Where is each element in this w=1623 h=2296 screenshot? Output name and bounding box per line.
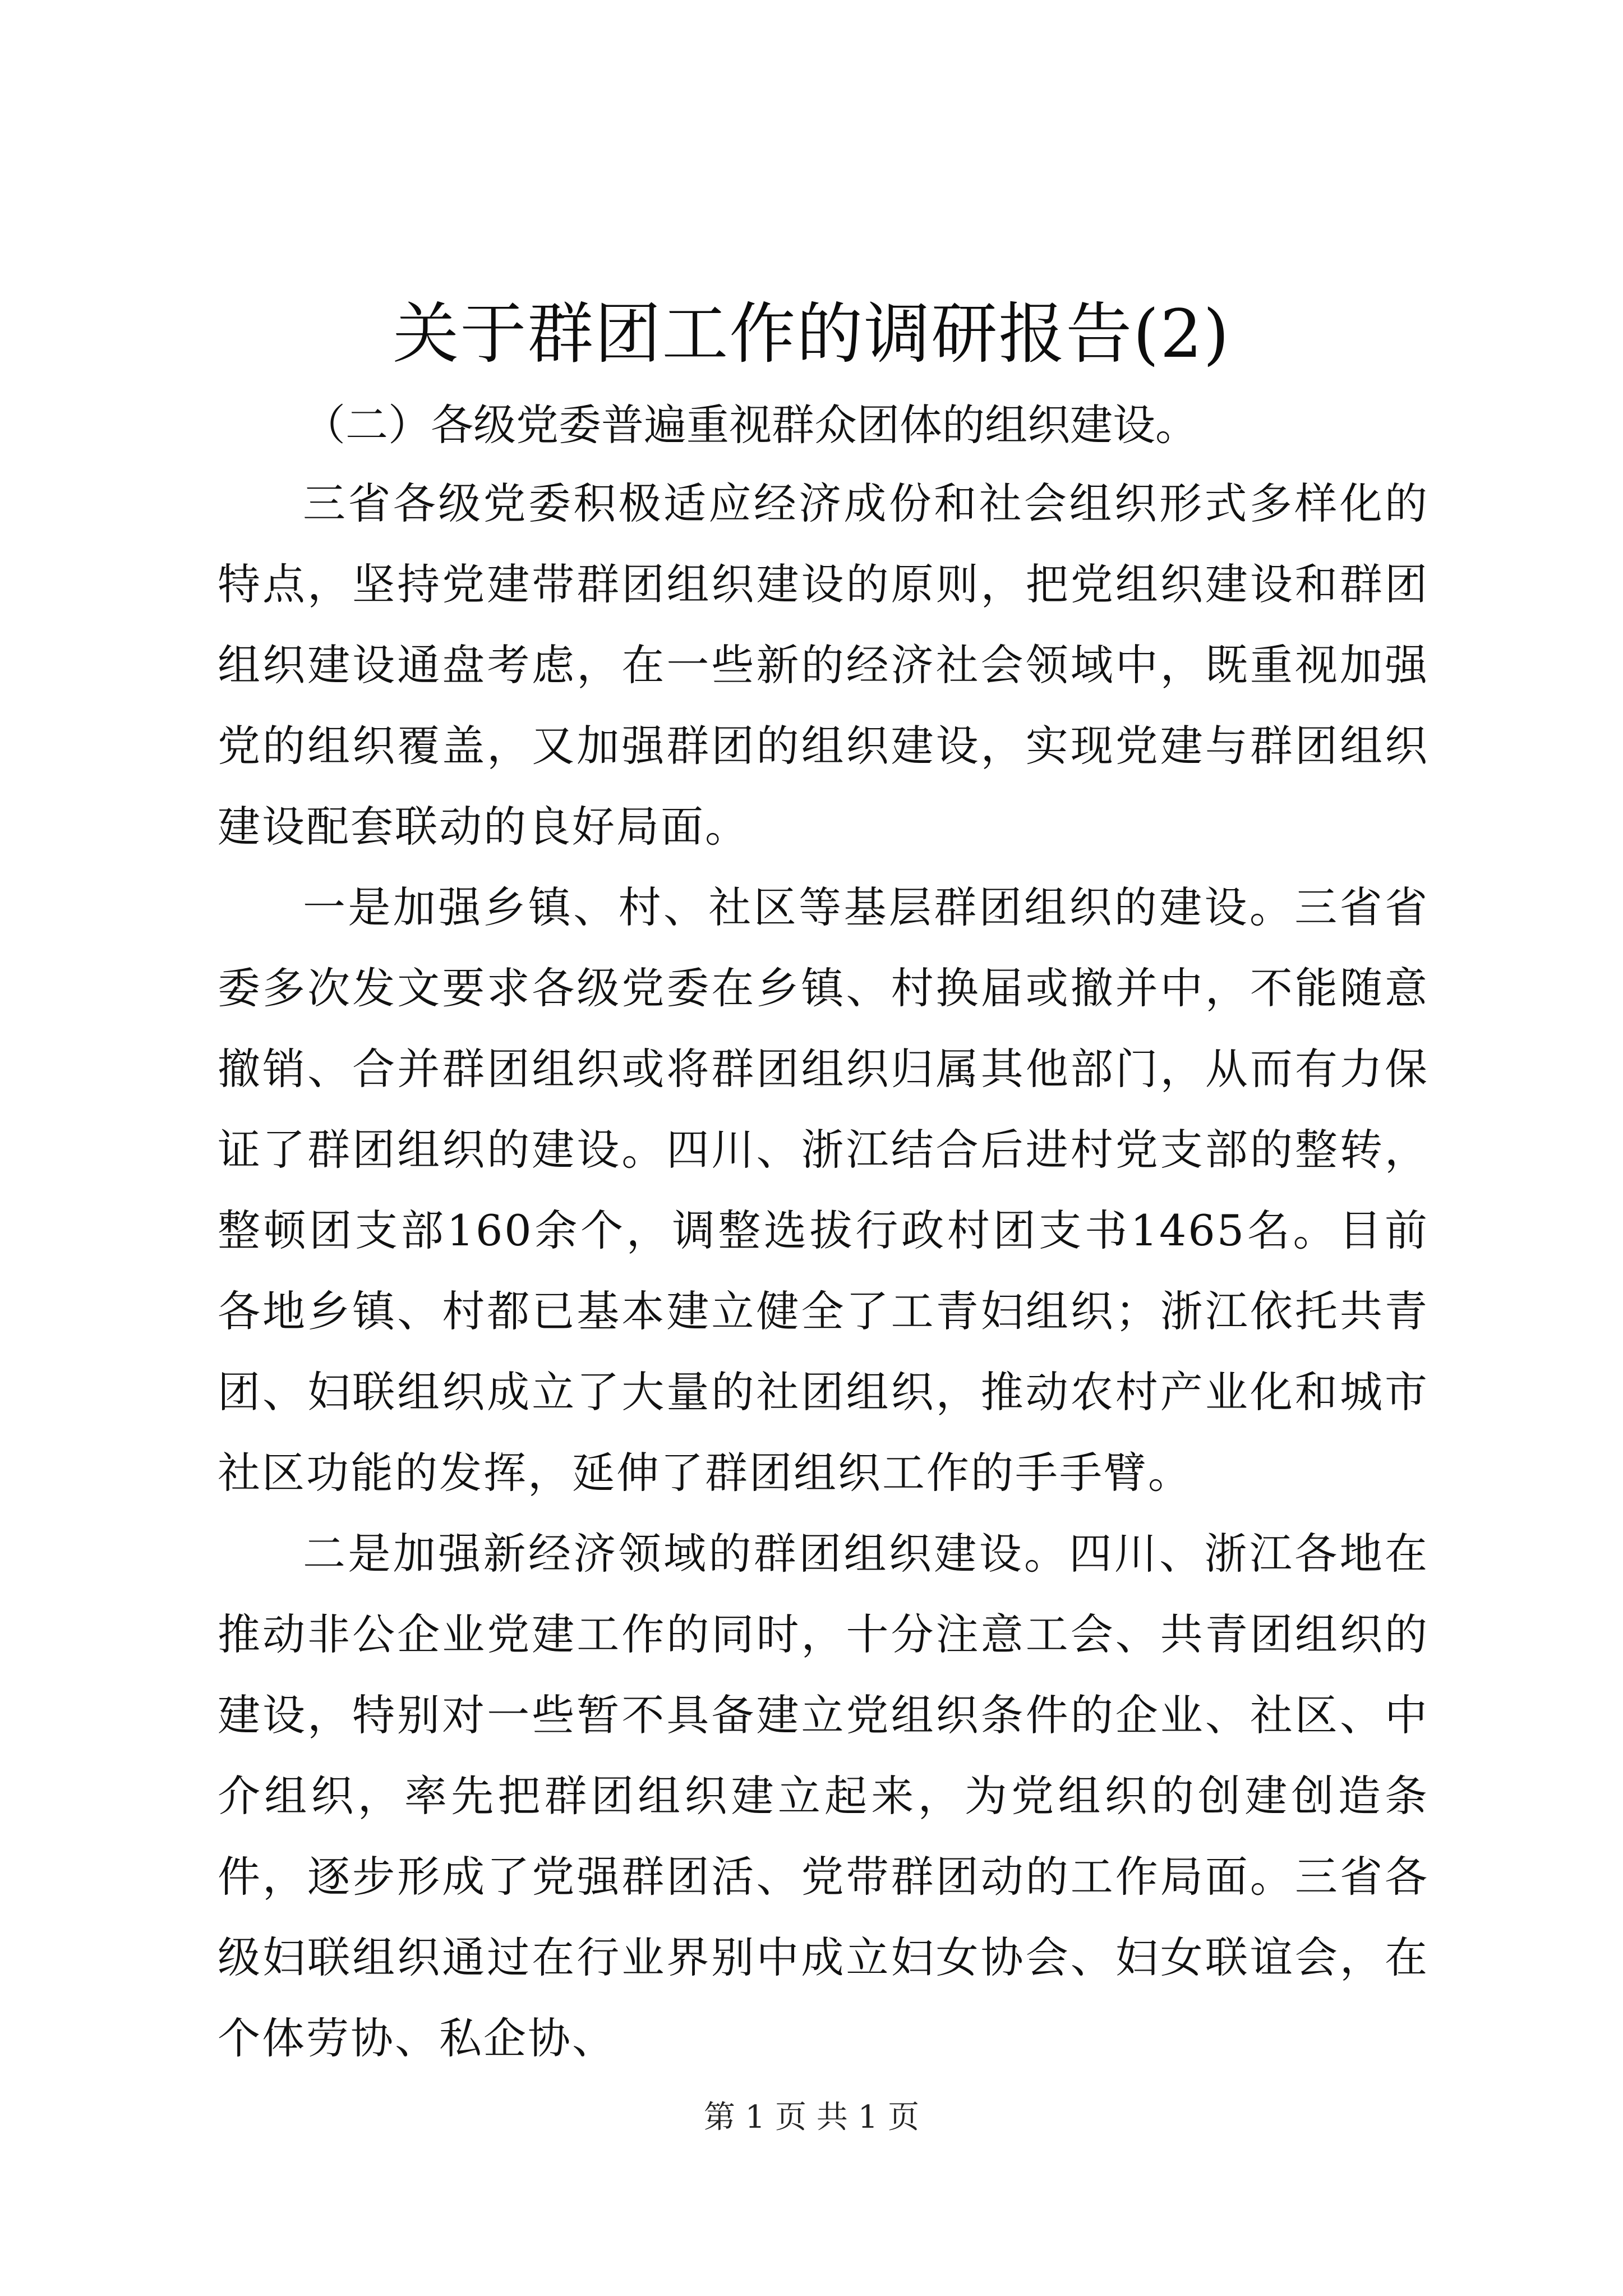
document-title: 关于群团工作的调研报告(2) — [393, 295, 1230, 372]
document-body — [218, 387, 1429, 2079]
paragraph-3: 二是加强新经济领域的群团组织建设。四川、浙江各地在推动非公企业党建工作的同时，十分注意工会、共青团组织的建设，特别对一些暂不具备建立党组织条件的企业、社区、中介组织，率先把群团组织建立起来，为党组织的创建创造条件，逐步形成了党强群团活、党带群团动的工作局面。三省各级妇联组织通过在行业界别中成立妇女协会、妇女联谊会，在个体劳协、私企协、 — [218, 1529, 1429, 2063]
section-subheading: （二）各级党委普遍重视群众团体的组织建设。 — [303, 400, 1198, 450]
page-footer: 第 1 页 共 1 页 — [703, 2099, 920, 2136]
paragraph-1: 三省各级党委积极适应经济成份和社会组织形式多样化的特点，坚持党建带群团组织建设的原则，把党组织建设和群团组织建设通盘考虑，在一些新的经济社会领域中，既重视加强党的组织覆盖，又加强群团的组织建设，实现党建与群团组织建设配套联动的良好局面。 — [218, 478, 1429, 852]
paragraph-2: 一是加强乡镇、村、社区等基层群团组织的建设。三省省委多次发文要求各级党委在乡镇、村换届或撤并中，不能随意撤销、合并群团组织或将群团组织归属其他部门，从而有力保证了群团组织的建设。四川、浙江结合后进村党支部的整转，整顿团支部160余个，调整选拔行政村团支书1465名。目前各地乡镇、村都已基本建立健全了工青妇组织；浙江依托共青团、妇联组织成立了大量的社团组织，推动农村产业化和城市社区功能的发挥，延伸了群团组织工作的手手臂。 — [218, 882, 1429, 1498]
